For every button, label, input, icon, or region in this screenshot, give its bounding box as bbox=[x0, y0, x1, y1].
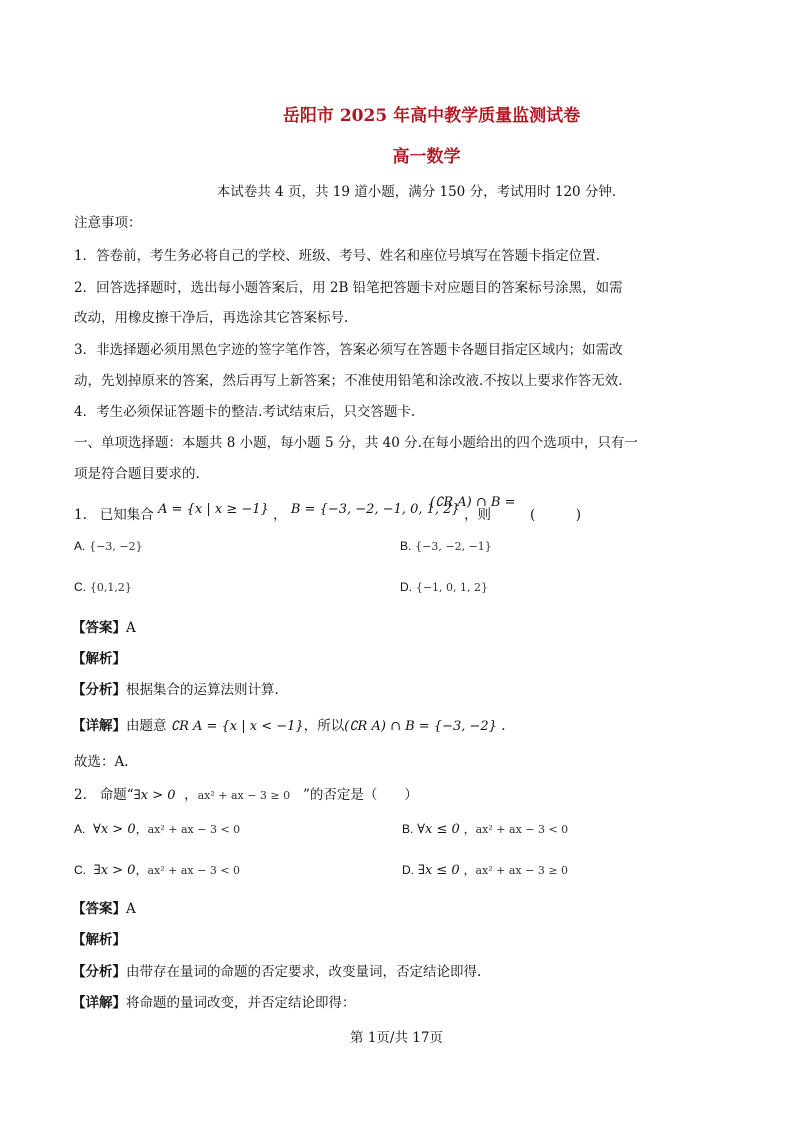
page-footer: 第 1页/共 17页 bbox=[350, 1030, 443, 1046]
q1-analysis-tag: 【解析】 bbox=[72, 651, 126, 667]
q1-answer-paren: ( ) bbox=[530, 507, 582, 523]
q1-set-a: A = {x | x ≥ −1} bbox=[158, 502, 269, 517]
q1-choose: 故选：A. bbox=[74, 754, 129, 770]
note-3b: 动，先划掉原来的答案，然后再写上新答案；不准使用铅笔和涂改液.不按以上要求作答无效. bbox=[74, 373, 623, 389]
notes-heading: 注意事项： bbox=[74, 215, 142, 231]
q1-stem bbox=[74, 503, 491, 523]
q1-fenxi: 【分析】根据集合的运算法则计算. bbox=[72, 682, 279, 698]
note-1: 1．答卷前，考生务必将自己的学校、班级、考号、姓名和座位号填写在答题卡指定位置. bbox=[74, 248, 600, 264]
exam-title: 岳阳市 2025 年高中教学质量监测试卷 bbox=[282, 106, 581, 126]
q1-option-c: C. {0,1,2} bbox=[74, 580, 132, 594]
q1-option-a: A. {−3, −2} bbox=[74, 539, 143, 553]
q2-number: 2. bbox=[74, 787, 87, 803]
q1-option-d: D. {−1, 0, 1, 2} bbox=[400, 580, 489, 594]
note-2b: 改动，用橡皮擦干净后，再选涂其它答案标号. bbox=[74, 310, 349, 326]
q2-option-c: C. ∃x > 0，ax² + ax − 3 < 0 bbox=[74, 863, 241, 878]
q1-set-b: B = {−3, −2, −1, 0, 1, 2} bbox=[290, 502, 460, 517]
q2-answer: 【答案】A bbox=[72, 901, 136, 917]
q2-option-a: A. ∀x > 0，ax² + ax − 3 < 0 bbox=[74, 822, 241, 837]
q2-analysis-tag: 【解析】 bbox=[72, 932, 126, 948]
note-2a: 2．回答选择题时，选出每小题答案后，用 2B 铅笔把答题卡对应题目的答案标号涂黑，如需 bbox=[74, 280, 623, 296]
q1-comma: ， bbox=[273, 507, 287, 523]
note-3a: 3．非选择题必须用黑色字迹的签字笔作答，答案必须写在答题卡各题目指定区域内；如需改 bbox=[74, 342, 623, 358]
section-heading-1: 一、单项选择题：本题共 8 小题，每小题 5 分，共 40 分.在每小题给出的四个选项中，只有一 bbox=[74, 435, 638, 451]
exam-intro: 本试卷共 4 页，共 19 道小题，满分 150 分，考试用时 120 分钟. bbox=[216, 184, 617, 200]
q1-expression: (∁R A) ∩ B = bbox=[430, 495, 516, 510]
q1-prefix: 已知集合 bbox=[99, 507, 154, 523]
q1-number: 1. bbox=[74, 507, 87, 523]
q2-option-b: B. ∀x ≤ 0 ，ax² + ax − 3 < 0 bbox=[402, 822, 569, 837]
q2-option-d: D. ∃x ≤ 0 ，ax² + ax − 3 ≥ 0 bbox=[402, 863, 569, 878]
q1-option-b: B. {−3, −2, −1} bbox=[400, 539, 492, 553]
exam-subtitle: 高一数学 bbox=[392, 147, 461, 167]
q1-xiangjie: 【详解】由题意 ∁R A = {x | x < −1}，所以(∁R A) ∩ B = {−3, −2} . bbox=[72, 718, 506, 734]
q2-fenxi: 【分析】由带存在量词的命题的否定要求，改变量词，否定结论即得. bbox=[72, 964, 482, 980]
section-heading-2: 项是符合题目要求的. bbox=[74, 466, 200, 482]
q2-stem: 2. 命题“∃x > 0 ，ax² + ax − 3 ≥ 0 ”的否定是（ ） bbox=[74, 787, 418, 803]
q2-xiangjie: 【详解】将命题的量词改变，并否定结论即得： bbox=[72, 995, 356, 1011]
note-4: 4．考生必须保证答题卡的整洁.考试结束后，只交答题卡. bbox=[74, 404, 416, 420]
q1-then: ，则 bbox=[464, 507, 492, 523]
q1-answer: 【答案】A bbox=[72, 620, 136, 636]
